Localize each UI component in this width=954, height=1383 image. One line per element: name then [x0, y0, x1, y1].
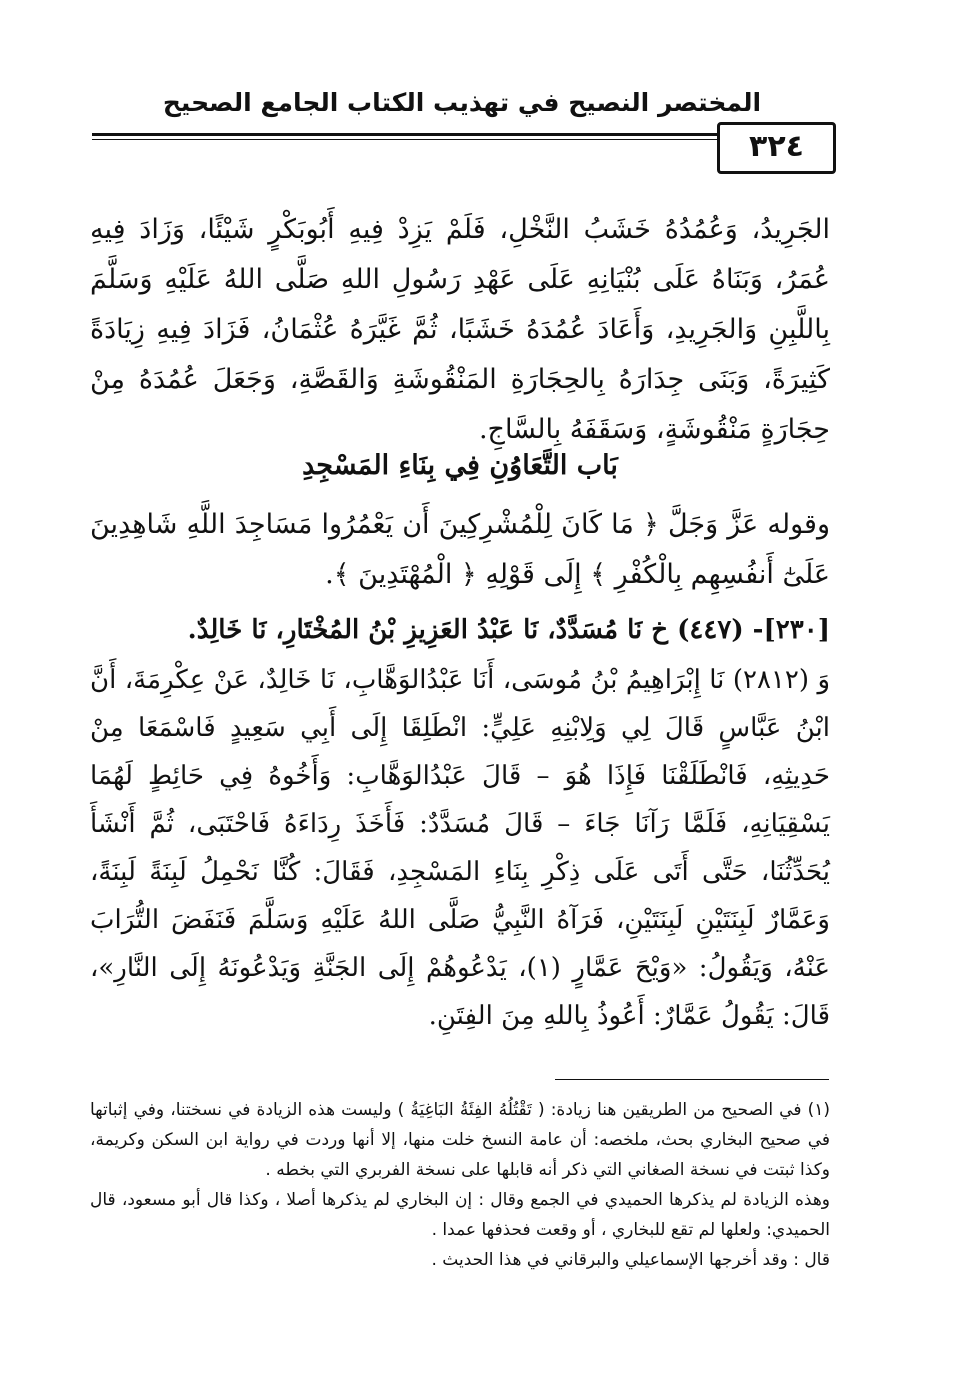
- chapter-title: بَاب التَّعَاوُنِ فِي بِنَاءِ المَسْجِدِ: [302, 450, 618, 481]
- footnote-paragraph: وهذه الزيادة لم يذكرها الحميدي في الجمع وقال : إن البخاري لم يذكرها أصلا ، وكذا قال أبو مسعود، قال الحميدي: ولعلها لم تقع للبخاري ، أو وقعت فحذفها عمدا .: [90, 1190, 830, 1240]
- verse-block: [90, 500, 830, 600]
- header-rule-thin: [92, 139, 718, 140]
- main-paragraph: الجَرِيدُ، وَعُمُدُهُ خَشَبُ النَّخْلِ، فَلَمْ يَزِدْ فِيهِ أَبُوبَكْرٍ شَيْئًا، وَزَادَ فِيهِ عُمَرُ، وَبَنَاهُ عَلَى بُنْيَانِهِ عَلَى عَهْدِ رَسُولِ اللهِ صَلَّى اللهُ عَلَيْهِ وَسَلَّمَ بِاللَّبِنِ وَالجَرِيدِ، وَأَعَادَ عُمُدَهُ خَشَبًا، ثُمَّ غَيَّرَهُ عُثْمَانُ، فَزَادَ فِيهِ زِيَادَةً كَثِيرَةً، وَبَنَى جِدَارَهُ بِالحِجَارَةِ المَنْقُوشَةِ وَالقَصَّةِ، وَجَعَلَ عُمُدَهُ مِنْ حِجَارَةٍ مَنْقُوشَةٍ، وَسَقَفَهُ بِالسَّاجِ.: [90, 214, 830, 445]
- footnote-separator: [555, 1079, 829, 1080]
- hadith-body-block: [90, 656, 830, 1040]
- footnote-paragraph: قال : وقد أخرجها الإسماعيلي والبرقاني في هذا الحديث .: [431, 1250, 830, 1270]
- hadith-body: وَ (٢٨١٢) نَا إِبْرَاهِيمُ بْنُ مُوسَى، أَنَا عَبْدُالوَهَّابِ، نَا خَالِدٌ، عَنْ عِكْرِمَةَ، أَنَّ ابْنُ عَبَّاسٍ قَالَ لِي وَلِابْنِهِ عَلِيٍّ: انْطَلِقَا إِلَى أَبِي سَعِيدٍ فَاسْمَعَا مِنْ حَدِيثِهِ، فَانْطَلَقْنَا فَإِذَا هُوَ – قَالَ عَبْدُالوَهَّابِ: وَأَخُوهُ فِي حَائِطٍ لَهُمَا يَسْقِيَانِهِ، فَلَمَّا رَآنَا جَاءَ – قَالَ مُسَدَّدٌ: فَأَخَذَ رِدَاءَهُ فَاحْتَبَى، ثُمَّ أَنْشَأَ يُحَدِّثُنَا، حَتَّى أَتَى عَلَى ذِكْرِ بِنَاءِ المَسْجِدِ، فَقَالَ: كُنَّا نَحْمِلُ لَبِنَةً لَبِنَةً، وَعَمَّارٌ لَبِنَتَيْنِ لَبِنَتَيْنِ، فَرَآهُ النَّبِيُّ صَلَّى اللهُ عَلَيْهِ وَسَلَّمَ فَنَفَضَ التُّرَابَ عَنْهُ، وَيَقُولُ: «وَيْحَ عَمَّارٍ (١)، يَدْعُوهُمْ إِلَى الجَنَّةِ وَيَدْعُونَهُ إِلَى النَّارِ»، قَالَ: يَقُولُ عَمَّارٌ: أَعُوذُ بِاللهِ مِنَ الفِتَنِ.: [90, 665, 831, 1031]
- main-paragraph-block: [90, 205, 830, 455]
- quran-verse: وقوله عَزَّ وَجَلَّ ﴿ مَا كَانَ لِلْمُشْرِكِينَ أَن يَعْمُرُوا مَسَاجِدَ اللَّهِ شَاهِدِينَ عَلَىٰٓ أَنفُسِهِم بِالْكُفْرِ ﴾ إِلَى قَوْلِهِ ﴿ الْمُهْتَدِينَ ﴾.: [90, 509, 830, 590]
- hadith-reference: [٢٣٠]- (٤٤٧) خ نَا مُسَدَّدٌ، نَا عَبْدُ العَزِيزِ بْنُ المُخْتَارِ، نَا خَالِدٌ.: [187, 615, 830, 645]
- footnote-paragraph: (١) في الصحيح من الطريقين هنا زيادة: ( تَقْتُلُهُ الفِئَةُ البَاغِيَةُ ) وليست هذه الزيادة في نسختنا، وفي إثباتها في صحيح البخاري بحث، ملخصه: أن عامة النسخ خلت منها، إلا أنها وردت في رواية ابن السكن وكريمة، وكذا ثبتت في نسخة الصغاني التي ذكر أنه قابلها على نسخة الفربري التي بخطه .: [90, 1100, 830, 1180]
- running-header-title: المختصر النصيح في تهذيب الكتاب الجامع الصحيح: [162, 88, 762, 117]
- page-number: ٣٢٤: [717, 122, 836, 174]
- footnotes: [90, 1095, 830, 1275]
